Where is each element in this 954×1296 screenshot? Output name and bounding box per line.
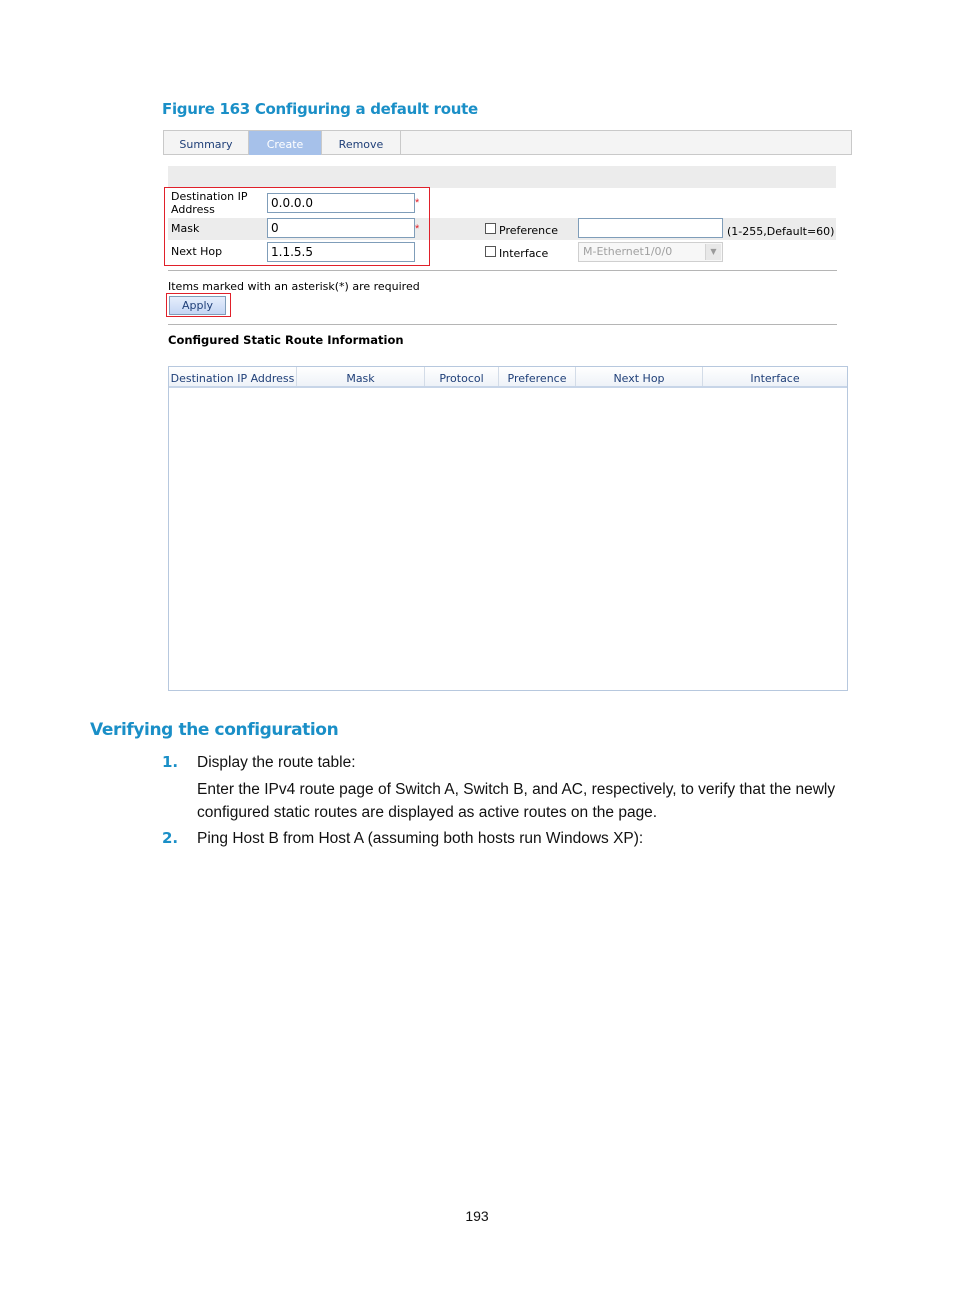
preference-label: Preference xyxy=(499,224,558,237)
interface-select-value: M-Ethernet1/0/0 xyxy=(583,245,673,258)
preference-input[interactable] xyxy=(578,218,723,238)
static-route-table xyxy=(168,366,848,691)
figure-caption: Figure 163 Configuring a default route xyxy=(162,100,478,118)
dest-ip-label: Destination IP Address xyxy=(171,190,248,216)
preference-hint: (1-255,Default=60) xyxy=(727,225,835,238)
required-note: Items marked with an asterisk(*) are required xyxy=(168,280,420,293)
preference-checkbox[interactable] xyxy=(485,223,496,234)
column-header[interactable]: Protocol xyxy=(425,367,499,386)
step-detail-line: Enter the IPv4 route page of Switch A, Switch B, and AC, respectively, to verify that the newly xyxy=(197,781,836,798)
step-number: 1. xyxy=(162,753,179,771)
mask-required-star: * xyxy=(415,223,420,235)
tab-bar xyxy=(163,130,852,155)
mask-label: Mask xyxy=(171,222,200,235)
column-header[interactable]: Next Hop xyxy=(576,367,703,386)
table-header xyxy=(169,367,847,388)
next-hop-label: Next Hop xyxy=(171,245,223,258)
chevron-down-icon: ▼ xyxy=(705,244,721,260)
tab-remove[interactable]: Remove xyxy=(322,131,401,155)
tab-summary[interactable]: Summary xyxy=(164,131,249,155)
interface-select[interactable] xyxy=(578,242,723,262)
column-header[interactable]: Interface xyxy=(750,372,800,385)
interface-checkbox[interactable] xyxy=(485,246,496,257)
form-header-stripe xyxy=(168,166,836,188)
dest-ip-required-star: * xyxy=(415,197,420,209)
step-text: Ping Host B from Host A (assuming both hosts run Windows XP): xyxy=(197,830,644,847)
step-text: Display the route table: xyxy=(197,754,356,771)
apply-button[interactable]: Apply xyxy=(169,296,226,315)
section-divider xyxy=(168,324,837,325)
next-hop-input[interactable] xyxy=(267,242,415,262)
step-number: 2. xyxy=(162,829,179,847)
dest-ip-input[interactable] xyxy=(267,193,415,213)
form-divider xyxy=(168,270,837,271)
mask-input[interactable] xyxy=(267,218,415,238)
page-number: 193 xyxy=(465,1208,489,1224)
column-header[interactable]: Mask xyxy=(297,367,425,386)
tab-create[interactable]: Create xyxy=(249,131,322,155)
table-title: Configured Static Route Information xyxy=(168,333,404,347)
interface-label: Interface xyxy=(499,247,549,260)
column-header[interactable]: Destination IP Address xyxy=(169,367,297,386)
column-header[interactable]: Preference xyxy=(499,367,576,386)
section-heading: Verifying the configuration xyxy=(90,720,339,740)
step-detail-line: configured static routes are displayed as active routes on the page. xyxy=(197,804,658,821)
